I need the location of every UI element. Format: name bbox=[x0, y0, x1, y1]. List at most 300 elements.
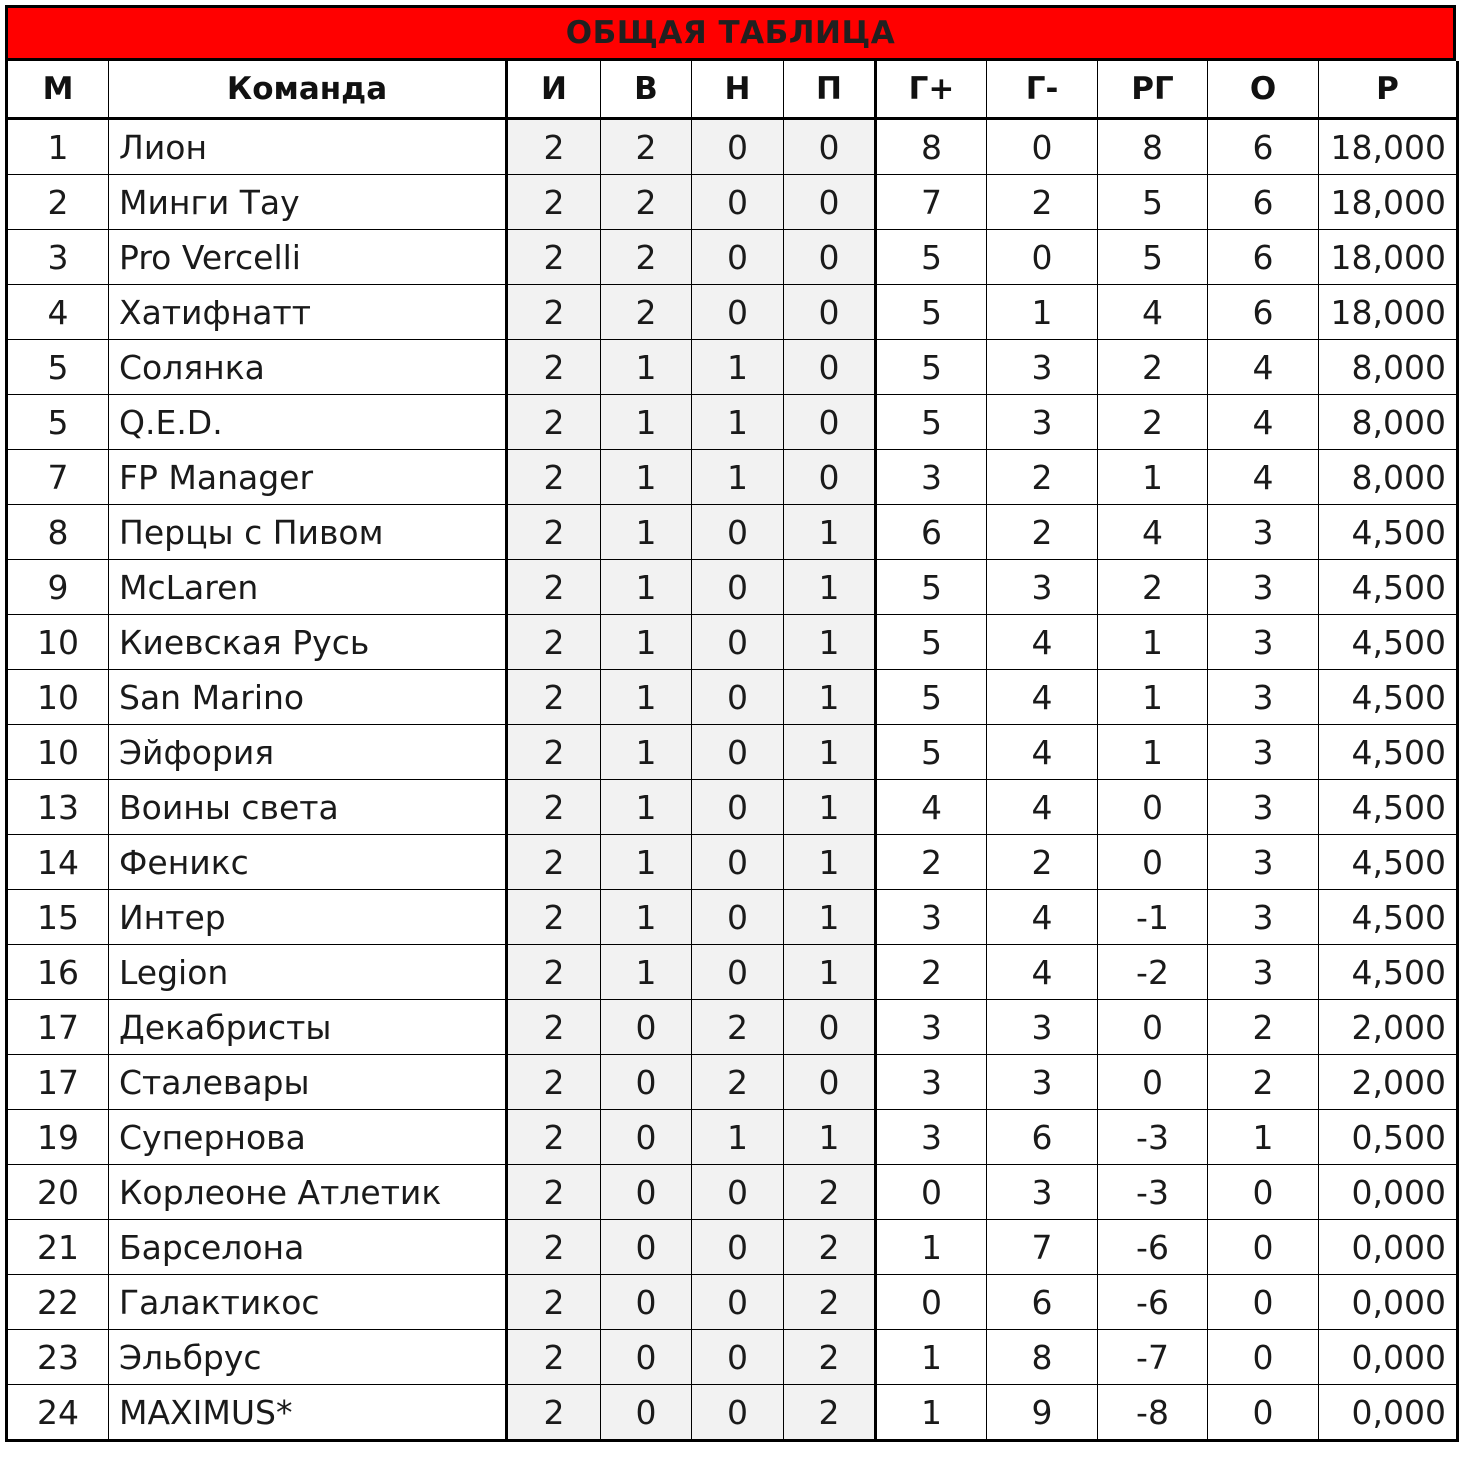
cell-wins: 0 bbox=[601, 1385, 692, 1441]
cell-goals-against: 3 bbox=[987, 340, 1098, 395]
cell-place: 8 bbox=[7, 505, 109, 560]
cell-rating: 8,000 bbox=[1319, 450, 1458, 505]
col-header-place: М bbox=[7, 61, 109, 119]
cell-games: 2 bbox=[507, 1055, 601, 1110]
cell-rating: 0,000 bbox=[1319, 1275, 1458, 1330]
cell-losses: 2 bbox=[784, 1220, 876, 1275]
cell-draws: 0 bbox=[692, 945, 784, 1000]
cell-wins: 1 bbox=[601, 725, 692, 780]
table-row bbox=[7, 1220, 1458, 1275]
cell-wins: 2 bbox=[601, 175, 692, 230]
cell-losses: 0 bbox=[784, 395, 876, 450]
cell-points: 3 bbox=[1208, 780, 1319, 835]
cell-goals-against: 0 bbox=[987, 119, 1098, 175]
cell-goal-diff: 0 bbox=[1098, 1000, 1208, 1055]
standings-body bbox=[7, 119, 1458, 1441]
col-header-goals-for: Г+ bbox=[876, 61, 987, 119]
cell-draws: 0 bbox=[692, 890, 784, 945]
cell-place: 10 bbox=[7, 725, 109, 780]
cell-goals-for: 0 bbox=[876, 1275, 987, 1330]
cell-team: Pro Vercelli bbox=[109, 230, 507, 285]
cell-losses: 0 bbox=[784, 230, 876, 285]
cell-draws: 2 bbox=[692, 1055, 784, 1110]
cell-goals-for: 5 bbox=[876, 395, 987, 450]
cell-draws: 0 bbox=[692, 175, 784, 230]
cell-place: 9 bbox=[7, 560, 109, 615]
cell-draws: 2 bbox=[692, 1000, 784, 1055]
cell-goals-for: 0 bbox=[876, 1165, 987, 1220]
col-header-points: О bbox=[1208, 61, 1319, 119]
cell-games: 2 bbox=[507, 1275, 601, 1330]
cell-team: Сталевары bbox=[109, 1055, 507, 1110]
cell-place: 13 bbox=[7, 780, 109, 835]
cell-draws: 0 bbox=[692, 670, 784, 725]
cell-place: 20 bbox=[7, 1165, 109, 1220]
standings-table bbox=[5, 61, 1459, 1442]
table-row bbox=[7, 615, 1458, 670]
cell-place: 23 bbox=[7, 1330, 109, 1385]
cell-points: 6 bbox=[1208, 119, 1319, 175]
cell-points: 3 bbox=[1208, 560, 1319, 615]
cell-wins: 1 bbox=[601, 560, 692, 615]
table-row bbox=[7, 1000, 1458, 1055]
cell-goals-for: 1 bbox=[876, 1220, 987, 1275]
cell-goals-for: 5 bbox=[876, 560, 987, 615]
cell-draws: 0 bbox=[692, 1165, 784, 1220]
cell-team: Перцы с Пивом bbox=[109, 505, 507, 560]
cell-place: 17 bbox=[7, 1055, 109, 1110]
cell-goals-for: 3 bbox=[876, 450, 987, 505]
cell-team: MAXIMUS* bbox=[109, 1385, 507, 1441]
cell-goal-diff: 1 bbox=[1098, 450, 1208, 505]
cell-losses: 2 bbox=[784, 1275, 876, 1330]
cell-games: 2 bbox=[507, 340, 601, 395]
cell-points: 0 bbox=[1208, 1220, 1319, 1275]
cell-draws: 0 bbox=[692, 119, 784, 175]
cell-place: 2 bbox=[7, 175, 109, 230]
cell-goals-for: 2 bbox=[876, 945, 987, 1000]
cell-goals-for: 3 bbox=[876, 1000, 987, 1055]
table-row bbox=[7, 285, 1458, 340]
cell-place: 1 bbox=[7, 119, 109, 175]
cell-wins: 1 bbox=[601, 615, 692, 670]
col-header-draws: Н bbox=[692, 61, 784, 119]
cell-rating: 4,500 bbox=[1319, 835, 1458, 890]
cell-losses: 1 bbox=[784, 780, 876, 835]
cell-goals-for: 3 bbox=[876, 1055, 987, 1110]
cell-draws: 0 bbox=[692, 505, 784, 560]
cell-rating: 4,500 bbox=[1319, 890, 1458, 945]
table-row bbox=[7, 450, 1458, 505]
col-header-rating: Р bbox=[1319, 61, 1458, 119]
cell-goal-diff: 1 bbox=[1098, 670, 1208, 725]
cell-team: Эльбрус bbox=[109, 1330, 507, 1385]
cell-place: 17 bbox=[7, 1000, 109, 1055]
cell-games: 2 bbox=[507, 1165, 601, 1220]
cell-place: 7 bbox=[7, 450, 109, 505]
cell-draws: 0 bbox=[692, 780, 784, 835]
cell-goals-against: 4 bbox=[987, 945, 1098, 1000]
cell-team: Q.E.D. bbox=[109, 395, 507, 450]
cell-goals-against: 3 bbox=[987, 395, 1098, 450]
table-row bbox=[7, 1165, 1458, 1220]
table-row bbox=[7, 890, 1458, 945]
table-row bbox=[7, 1275, 1458, 1330]
cell-losses: 1 bbox=[784, 505, 876, 560]
cell-wins: 1 bbox=[601, 945, 692, 1000]
cell-games: 2 bbox=[507, 1110, 601, 1165]
cell-losses: 2 bbox=[784, 1385, 876, 1441]
cell-rating: 4,500 bbox=[1319, 725, 1458, 780]
cell-goals-for: 5 bbox=[876, 340, 987, 395]
cell-goals-for: 5 bbox=[876, 230, 987, 285]
cell-games: 2 bbox=[507, 119, 601, 175]
table-row bbox=[7, 1055, 1458, 1110]
cell-goals-against: 6 bbox=[987, 1275, 1098, 1330]
cell-goals-for: 1 bbox=[876, 1385, 987, 1441]
cell-goal-diff: -8 bbox=[1098, 1385, 1208, 1441]
cell-goals-against: 2 bbox=[987, 450, 1098, 505]
table-row bbox=[7, 230, 1458, 285]
standings-sheet bbox=[5, 5, 1456, 1442]
cell-team: Лион bbox=[109, 119, 507, 175]
cell-points: 3 bbox=[1208, 670, 1319, 725]
cell-wins: 2 bbox=[601, 119, 692, 175]
cell-games: 2 bbox=[507, 395, 601, 450]
cell-rating: 18,000 bbox=[1319, 175, 1458, 230]
cell-rating: 2,000 bbox=[1319, 1000, 1458, 1055]
cell-games: 2 bbox=[507, 835, 601, 890]
cell-games: 2 bbox=[507, 560, 601, 615]
col-header-goal-diff: РГ bbox=[1098, 61, 1208, 119]
cell-team: Галактикос bbox=[109, 1275, 507, 1330]
cell-wins: 0 bbox=[601, 1165, 692, 1220]
cell-points: 2 bbox=[1208, 1055, 1319, 1110]
cell-points: 0 bbox=[1208, 1275, 1319, 1330]
cell-points: 4 bbox=[1208, 450, 1319, 505]
cell-rating: 0,000 bbox=[1319, 1385, 1458, 1441]
cell-goal-diff: 0 bbox=[1098, 835, 1208, 890]
cell-losses: 1 bbox=[784, 1110, 876, 1165]
cell-goal-diff: 2 bbox=[1098, 560, 1208, 615]
cell-goal-diff: 0 bbox=[1098, 1055, 1208, 1110]
cell-points: 6 bbox=[1208, 230, 1319, 285]
cell-goals-for: 1 bbox=[876, 1330, 987, 1385]
cell-points: 1 bbox=[1208, 1110, 1319, 1165]
cell-rating: 4,500 bbox=[1319, 780, 1458, 835]
cell-goal-diff: -2 bbox=[1098, 945, 1208, 1000]
cell-points: 0 bbox=[1208, 1330, 1319, 1385]
cell-draws: 0 bbox=[692, 285, 784, 340]
cell-goal-diff: 2 bbox=[1098, 340, 1208, 395]
table-row bbox=[7, 835, 1458, 890]
cell-goals-against: 2 bbox=[987, 835, 1098, 890]
table-row bbox=[7, 395, 1458, 450]
cell-place: 15 bbox=[7, 890, 109, 945]
table-title: ОБЩАЯ ТАБЛИЦА bbox=[5, 5, 1456, 61]
cell-losses: 0 bbox=[784, 175, 876, 230]
cell-losses: 0 bbox=[784, 119, 876, 175]
cell-points: 0 bbox=[1208, 1165, 1319, 1220]
cell-goal-diff: -6 bbox=[1098, 1220, 1208, 1275]
cell-draws: 0 bbox=[692, 1275, 784, 1330]
cell-team: Хатифнатт bbox=[109, 285, 507, 340]
cell-team: Legion bbox=[109, 945, 507, 1000]
cell-draws: 1 bbox=[692, 1110, 784, 1165]
table-row bbox=[7, 560, 1458, 615]
cell-rating: 4,500 bbox=[1319, 560, 1458, 615]
cell-goals-against: 7 bbox=[987, 1220, 1098, 1275]
cell-games: 2 bbox=[507, 615, 601, 670]
cell-goals-for: 5 bbox=[876, 725, 987, 780]
cell-goals-against: 4 bbox=[987, 780, 1098, 835]
cell-goals-against: 0 bbox=[987, 230, 1098, 285]
cell-losses: 2 bbox=[784, 1330, 876, 1385]
cell-rating: 0,500 bbox=[1319, 1110, 1458, 1165]
cell-team: FP Manager bbox=[109, 450, 507, 505]
cell-games: 2 bbox=[507, 285, 601, 340]
cell-place: 19 bbox=[7, 1110, 109, 1165]
cell-wins: 1 bbox=[601, 395, 692, 450]
cell-goals-against: 3 bbox=[987, 1000, 1098, 1055]
table-row bbox=[7, 1330, 1458, 1385]
cell-place: 24 bbox=[7, 1385, 109, 1441]
cell-wins: 0 bbox=[601, 1330, 692, 1385]
table-row bbox=[7, 780, 1458, 835]
cell-points: 3 bbox=[1208, 505, 1319, 560]
cell-losses: 1 bbox=[784, 890, 876, 945]
cell-wins: 1 bbox=[601, 340, 692, 395]
cell-draws: 1 bbox=[692, 450, 784, 505]
table-row bbox=[7, 725, 1458, 780]
cell-points: 3 bbox=[1208, 835, 1319, 890]
cell-draws: 0 bbox=[692, 615, 784, 670]
cell-goals-against: 4 bbox=[987, 890, 1098, 945]
cell-draws: 0 bbox=[692, 1385, 784, 1441]
cell-goals-against: 4 bbox=[987, 725, 1098, 780]
cell-draws: 0 bbox=[692, 1220, 784, 1275]
cell-points: 6 bbox=[1208, 175, 1319, 230]
cell-games: 2 bbox=[507, 505, 601, 560]
cell-games: 2 bbox=[507, 450, 601, 505]
cell-draws: 1 bbox=[692, 395, 784, 450]
cell-goals-for: 3 bbox=[876, 890, 987, 945]
cell-rating: 18,000 bbox=[1319, 230, 1458, 285]
cell-team: Интер bbox=[109, 890, 507, 945]
col-header-goals-against: Г- bbox=[987, 61, 1098, 119]
cell-team: Минги Тау bbox=[109, 175, 507, 230]
cell-goal-diff: -3 bbox=[1098, 1165, 1208, 1220]
table-row bbox=[7, 175, 1458, 230]
cell-games: 2 bbox=[507, 890, 601, 945]
cell-wins: 1 bbox=[601, 450, 692, 505]
cell-points: 6 bbox=[1208, 285, 1319, 340]
cell-place: 22 bbox=[7, 1275, 109, 1330]
cell-goals-for: 5 bbox=[876, 670, 987, 725]
cell-place: 21 bbox=[7, 1220, 109, 1275]
cell-place: 3 bbox=[7, 230, 109, 285]
cell-losses: 0 bbox=[784, 340, 876, 395]
cell-games: 2 bbox=[507, 1385, 601, 1441]
cell-losses: 0 bbox=[784, 1000, 876, 1055]
cell-points: 3 bbox=[1208, 945, 1319, 1000]
cell-goals-for: 4 bbox=[876, 780, 987, 835]
cell-draws: 1 bbox=[692, 340, 784, 395]
cell-draws: 0 bbox=[692, 1330, 784, 1385]
cell-points: 4 bbox=[1208, 395, 1319, 450]
cell-losses: 1 bbox=[784, 615, 876, 670]
col-header-wins: В bbox=[601, 61, 692, 119]
cell-rating: 4,500 bbox=[1319, 615, 1458, 670]
cell-team: McLaren bbox=[109, 560, 507, 615]
cell-goals-against: 9 bbox=[987, 1385, 1098, 1441]
cell-goals-for: 5 bbox=[876, 615, 987, 670]
table-row bbox=[7, 945, 1458, 1000]
cell-goals-for: 2 bbox=[876, 835, 987, 890]
cell-wins: 0 bbox=[601, 1055, 692, 1110]
cell-losses: 1 bbox=[784, 560, 876, 615]
cell-goals-against: 4 bbox=[987, 670, 1098, 725]
cell-wins: 1 bbox=[601, 780, 692, 835]
cell-goals-for: 8 bbox=[876, 119, 987, 175]
cell-goals-against: 6 bbox=[987, 1110, 1098, 1165]
cell-wins: 0 bbox=[601, 1275, 692, 1330]
cell-team: Барселона bbox=[109, 1220, 507, 1275]
cell-losses: 1 bbox=[784, 945, 876, 1000]
cell-team: Солянка bbox=[109, 340, 507, 395]
cell-draws: 0 bbox=[692, 725, 784, 780]
cell-goal-diff: 1 bbox=[1098, 615, 1208, 670]
cell-goals-against: 8 bbox=[987, 1330, 1098, 1385]
cell-losses: 2 bbox=[784, 1165, 876, 1220]
cell-rating: 4,500 bbox=[1319, 505, 1458, 560]
cell-goals-against: 4 bbox=[987, 615, 1098, 670]
cell-wins: 2 bbox=[601, 285, 692, 340]
cell-goals-against: 3 bbox=[987, 1165, 1098, 1220]
cell-goal-diff: -7 bbox=[1098, 1330, 1208, 1385]
cell-goals-for: 7 bbox=[876, 175, 987, 230]
table-row bbox=[7, 1385, 1458, 1441]
cell-points: 2 bbox=[1208, 1000, 1319, 1055]
cell-goal-diff: -6 bbox=[1098, 1275, 1208, 1330]
cell-draws: 0 bbox=[692, 835, 784, 890]
cell-rating: 4,500 bbox=[1319, 945, 1458, 1000]
cell-goal-diff: 0 bbox=[1098, 780, 1208, 835]
cell-place: 5 bbox=[7, 340, 109, 395]
cell-points: 4 bbox=[1208, 340, 1319, 395]
cell-team: Феникс bbox=[109, 835, 507, 890]
table-row bbox=[7, 1110, 1458, 1165]
cell-goal-diff: 4 bbox=[1098, 505, 1208, 560]
cell-wins: 0 bbox=[601, 1220, 692, 1275]
cell-goal-diff: -1 bbox=[1098, 890, 1208, 945]
cell-goals-for: 6 bbox=[876, 505, 987, 560]
col-header-team: Команда bbox=[109, 61, 507, 119]
cell-place: 5 bbox=[7, 395, 109, 450]
cell-games: 2 bbox=[507, 670, 601, 725]
cell-team: Супернова bbox=[109, 1110, 507, 1165]
cell-games: 2 bbox=[507, 780, 601, 835]
cell-games: 2 bbox=[507, 1220, 601, 1275]
cell-wins: 0 bbox=[601, 1110, 692, 1165]
cell-wins: 1 bbox=[601, 505, 692, 560]
table-row bbox=[7, 340, 1458, 395]
cell-goals-against: 2 bbox=[987, 505, 1098, 560]
cell-wins: 2 bbox=[601, 230, 692, 285]
cell-goal-diff: 5 bbox=[1098, 175, 1208, 230]
cell-wins: 1 bbox=[601, 670, 692, 725]
cell-losses: 0 bbox=[784, 450, 876, 505]
cell-goals-against: 2 bbox=[987, 175, 1098, 230]
cell-goals-for: 3 bbox=[876, 1110, 987, 1165]
cell-losses: 1 bbox=[784, 835, 876, 890]
cell-goal-diff: 2 bbox=[1098, 395, 1208, 450]
cell-losses: 1 bbox=[784, 725, 876, 780]
cell-rating: 18,000 bbox=[1319, 119, 1458, 175]
cell-games: 2 bbox=[507, 1000, 601, 1055]
table-row bbox=[7, 505, 1458, 560]
cell-draws: 0 bbox=[692, 560, 784, 615]
cell-goal-diff: 1 bbox=[1098, 725, 1208, 780]
cell-goals-against: 3 bbox=[987, 1055, 1098, 1110]
cell-losses: 0 bbox=[784, 1055, 876, 1110]
cell-rating: 2,000 bbox=[1319, 1055, 1458, 1110]
cell-team: Киевская Русь bbox=[109, 615, 507, 670]
cell-goals-against: 1 bbox=[987, 285, 1098, 340]
cell-team: Воины света bbox=[109, 780, 507, 835]
cell-goal-diff: 5 bbox=[1098, 230, 1208, 285]
cell-place: 10 bbox=[7, 615, 109, 670]
cell-rating: 0,000 bbox=[1319, 1330, 1458, 1385]
cell-team: Корлеоне Атлетик bbox=[109, 1165, 507, 1220]
cell-rating: 4,500 bbox=[1319, 670, 1458, 725]
cell-games: 2 bbox=[507, 175, 601, 230]
cell-goal-diff: 8 bbox=[1098, 119, 1208, 175]
cell-points: 3 bbox=[1208, 890, 1319, 945]
cell-games: 2 bbox=[507, 725, 601, 780]
table-row bbox=[7, 119, 1458, 175]
cell-points: 3 bbox=[1208, 615, 1319, 670]
cell-wins: 0 bbox=[601, 1000, 692, 1055]
cell-rating: 0,000 bbox=[1319, 1220, 1458, 1275]
cell-place: 14 bbox=[7, 835, 109, 890]
col-header-games: И bbox=[507, 61, 601, 119]
cell-wins: 1 bbox=[601, 890, 692, 945]
cell-points: 3 bbox=[1208, 725, 1319, 780]
cell-rating: 18,000 bbox=[1319, 285, 1458, 340]
cell-games: 2 bbox=[507, 1330, 601, 1385]
header-row bbox=[7, 61, 1458, 119]
cell-losses: 0 bbox=[784, 285, 876, 340]
cell-goals-for: 5 bbox=[876, 285, 987, 340]
table-row bbox=[7, 670, 1458, 725]
cell-team: Декабристы bbox=[109, 1000, 507, 1055]
cell-rating: 0,000 bbox=[1319, 1165, 1458, 1220]
cell-rating: 8,000 bbox=[1319, 340, 1458, 395]
cell-goals-against: 3 bbox=[987, 560, 1098, 615]
cell-games: 2 bbox=[507, 945, 601, 1000]
cell-rating: 8,000 bbox=[1319, 395, 1458, 450]
cell-place: 16 bbox=[7, 945, 109, 1000]
cell-place: 10 bbox=[7, 670, 109, 725]
cell-points: 0 bbox=[1208, 1385, 1319, 1441]
cell-team: San Marino bbox=[109, 670, 507, 725]
cell-games: 2 bbox=[507, 230, 601, 285]
col-header-losses: П bbox=[784, 61, 876, 119]
cell-losses: 1 bbox=[784, 670, 876, 725]
cell-goal-diff: -3 bbox=[1098, 1110, 1208, 1165]
cell-draws: 0 bbox=[692, 230, 784, 285]
